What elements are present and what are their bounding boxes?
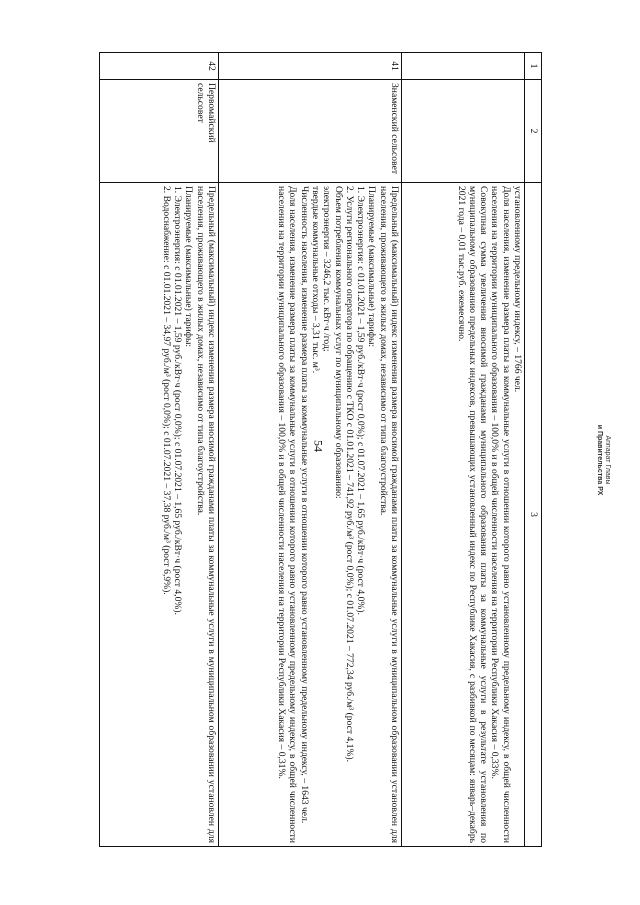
description-line: Численность населения, изменение размера платы за коммунальные услуги в отношении которого равно установленному предельному индексу, – 1643 чел. [298, 186, 310, 824]
page-number: 54 [311, 440, 326, 452]
table-row [219, 53, 402, 847]
stamp-line-2: и Правительства РХ [596, 424, 603, 496]
tariff-table [99, 52, 542, 847]
row-number: 42 [100, 53, 219, 80]
description-line: электроэнергия – 3246,2 тыс. кВт·ч /год; [321, 186, 333, 352]
row-description [100, 183, 219, 847]
municipality-name [402, 80, 525, 183]
description-line: Совокупная сумма увеличения вносимой гражданами муниципального образования платы за коммунальные услуги в результате установления по муниципальному образованию предельных индексов, превышающих установленный индекс по Республике Хакасия, с разбивкой по месяцам: январь–декабрь 2021 года – 0,01 тыс.руб. ежемесячно. [455, 186, 490, 843]
description-line: 2. Услуги регионального оператора по обращению с ТКО с 01.01.2021 – 741,92 руб./м³ (рост 0,0%); с 01.07.2021 – 772,34 руб./м³ (рост 4,1%). [343, 186, 355, 763]
table-row [100, 53, 219, 847]
description-line: 1. Электроэнергия: с 01.01.2021 – 1,59 руб./кВт·ч (рост 0,0%); с 01.07.2021 – 1,65 руб./кВт·ч (рост 4,0%). [172, 186, 184, 615]
description-line: Доля населения, изменение размера платы за коммунальные услуги в отношении которого равно установленному предельному индексу, в общей численности населения на территории муниципального образования – 100,0% и в общей численности населения на территории Республики Хакасия – 0,31%. [276, 186, 299, 843]
row-number [402, 53, 525, 80]
header-col-3: 3 [525, 183, 542, 847]
table-header-row [525, 53, 542, 847]
rotated-table-container [100, 52, 542, 847]
description-line: Предельный (максимальный) индекс изменения размера вносимой гражданами платы за коммунальные услуги в муниципальном образовании установлен для населения, проживающего в жилых домах, независимо от типа благоустройства. [194, 186, 217, 843]
row-description [219, 183, 402, 847]
table-row [402, 53, 525, 847]
stamp-line-1: Аппарат Главы [604, 435, 611, 485]
header-col-2: 2 [525, 80, 542, 183]
municipality-name: Первомайский сельсовет [100, 80, 219, 183]
description-line: Объем потребления коммунальных услуг по муниципальному образованию: [332, 186, 344, 499]
row-number: 41 [219, 53, 402, 80]
description-line: 1. Электроэнергия: с 01.01.2021 – 1,59 руб./кВт·ч (рост 0,0%); с 01.07.2021 – 1,65 руб./кВт·ч (рост 4,0%). [355, 186, 367, 615]
header-col-1: 1 [525, 53, 542, 80]
description-line: Планируемые (максимальные) тарифы: [366, 186, 378, 348]
description-line: Предельный (максимальный) индекс изменения размера вносимой гражданами платы за коммунальные услуги в муниципальном образовании установлен для населения, проживающего в жилых домах, независимо от типа благоустройства. [377, 186, 400, 843]
description-line: установленному предельному индексу, – 1766 чел. [512, 186, 523, 393]
description-line: твердые коммунальные отходы – 3,31 тыс. м³. [309, 186, 321, 374]
approval-stamp [595, 425, 611, 496]
description-line: Планируемые (максимальные) тарифы: [183, 186, 195, 348]
description-line: 2. Водоснабжение: с 01.01.2021 – 34,97 руб./м³ (рост 0,0%); с 01.07.2021 – 37,38 руб./м³ (рост 6,9%). [160, 186, 172, 595]
row-description [402, 183, 525, 847]
description-line: Доля населения, изменение размера платы за коммунальные услуги в отношении которого равно установленному предельному индексу, в общей численности населения на территории муниципального образования – 100,0% и в общей численности населения на территории Республики Хакасия – 0,33%. [489, 186, 512, 843]
municipality-name: Знаменский сельсовет [219, 80, 402, 183]
